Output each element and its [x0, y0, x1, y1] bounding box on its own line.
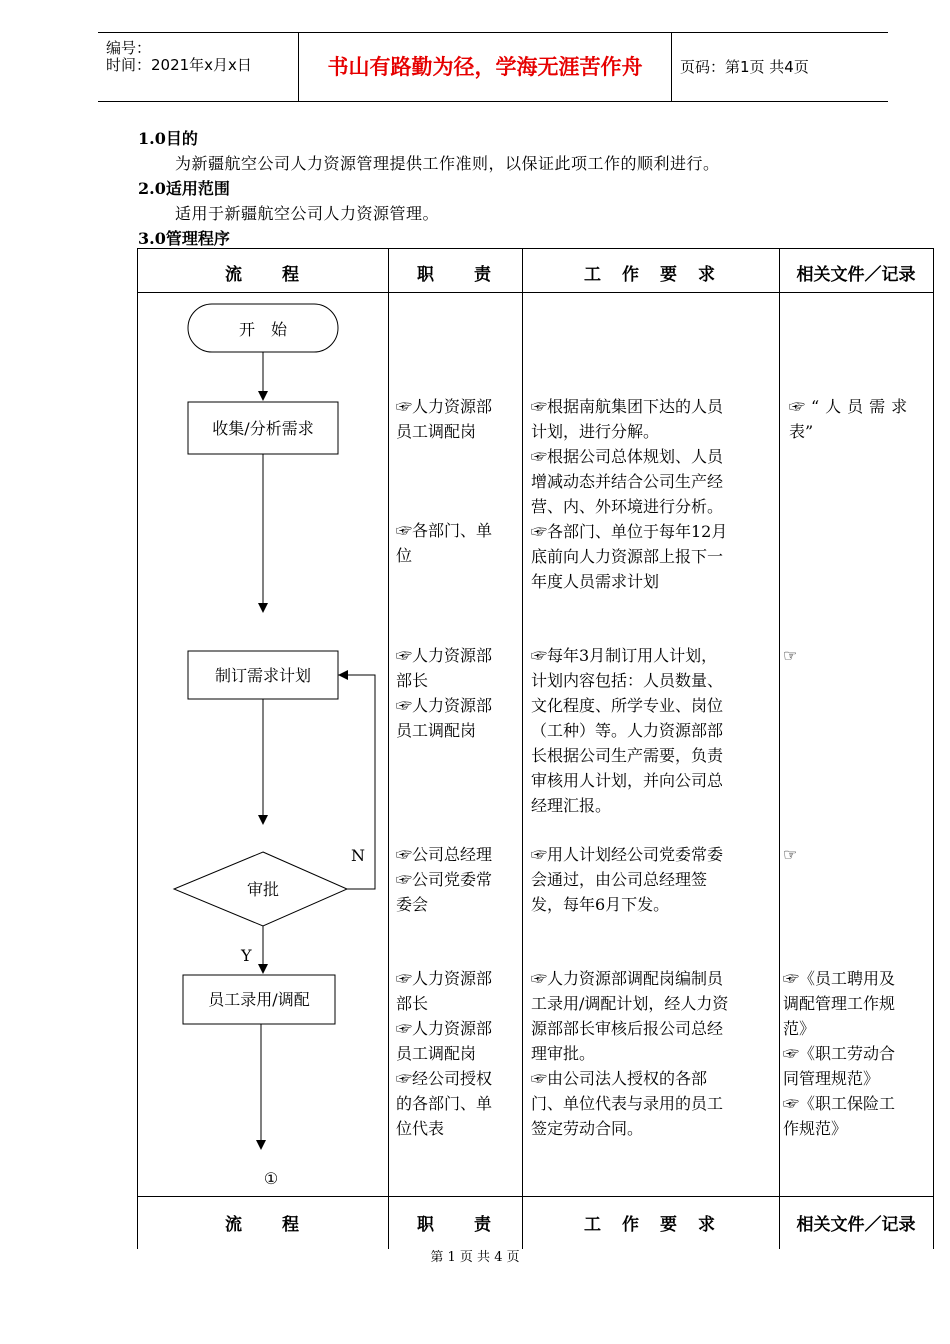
row4-duty-line: 位代表 [396, 1119, 445, 1138]
arrowhead [258, 603, 268, 613]
row1-req-line: 营、内、外环境进行分析。 [531, 497, 724, 516]
document-time-label: 时间：2021年x月x日 [106, 56, 252, 74]
row4-doc-line: 同管理规范》 [783, 1069, 880, 1088]
row3-documents [783, 842, 921, 867]
header-page-label: 页码：第1页 共4页 [680, 58, 809, 76]
row3-duty-line: ☞公司总经理 [396, 845, 493, 864]
flowchart [138, 249, 388, 1196]
row2-documents [783, 643, 921, 668]
row4-req-line: 工录用/调配计划，经人力资 [531, 994, 729, 1013]
row4-documents [783, 966, 927, 1141]
row1-req-line: 增减动态并结合公司生产经 [531, 472, 724, 491]
step-make-plan-label: 制订需求计划 [214, 666, 312, 685]
row4-doc-line: 作规范》 [783, 1119, 848, 1138]
table-column-divider [522, 249, 523, 1249]
header-motto: 书山有路勤为径，学海无涯苦作舟 [299, 33, 672, 101]
column-header-requirements: 工 作 要 求 [584, 265, 717, 285]
section-2-text: 适用于新疆航空公司人力资源管理。 [175, 204, 440, 223]
row2-req-line: 经理汇报。 [531, 796, 612, 815]
row2-req-line: ☞每年3月制订用人计划， [531, 646, 718, 665]
row1-duty-line: 员工调配岗 [396, 422, 477, 441]
row4-duty-line: ☞经公司授权 [396, 1069, 493, 1088]
row4-duty [396, 966, 516, 1141]
row1-req-line: ☞各部门、单位于每年12月 [531, 522, 728, 541]
arrowhead [258, 964, 268, 974]
table-row-divider [138, 1196, 933, 1197]
table-column-divider [779, 249, 780, 1249]
column-header-flow: 流 程 [225, 265, 301, 285]
step-hire-transfer-label: 员工录用/调配 [208, 990, 310, 1009]
section-2-title: 2.0适用范围 [138, 179, 230, 198]
row1-requirements [531, 394, 771, 594]
row1-duty-b-line: ☞各部门、单 [396, 521, 493, 540]
page-footer: 第 1 页 共 4 页 [430, 1250, 520, 1265]
row1-documents [789, 394, 927, 444]
column-header-documents-repeat: 相关文件／记录 [796, 1215, 916, 1235]
row2-requirements [531, 643, 771, 818]
row4-doc-line: 调配管理工作规 [783, 994, 896, 1013]
section-1-text: 为新疆航空公司人力资源管理提供工作准则，以保证此项工作的顺利进行。 [175, 154, 720, 173]
row4-doc-line: ☞《员工聘用及 [783, 969, 896, 988]
page-connector: ① [263, 1169, 279, 1188]
row4-duty-line: ☞人力资源部 [396, 1019, 493, 1038]
row2-duty-line: 员工调配岗 [396, 721, 477, 740]
row1-doc-line: ☞“人员需求 [789, 397, 914, 416]
row1-req-line: 底前向人力资源部上报下一 [531, 547, 724, 566]
row1-req-line: 年度人员需求计划 [531, 572, 660, 591]
column-header-duty-repeat: 职 责 [417, 1215, 493, 1235]
row1-doc-line: 表” [789, 422, 814, 441]
step-collect-analyze-label: 收集/分析需求 [212, 419, 314, 438]
column-header-duty: 职 责 [417, 265, 493, 285]
row3-doc-line: ☞ [783, 845, 798, 864]
row4-req-line: 签定劳动合同。 [531, 1119, 644, 1138]
row4-doc-line: ☞《职工劳动合 [783, 1044, 896, 1063]
row2-req-line: 计划内容包括：人员数量、 [531, 671, 724, 690]
row2-req-line: 文化程度、所学专业、岗位 [531, 696, 724, 715]
table-column-divider [388, 249, 389, 1249]
row1-req-line: ☞根据南航集团下达的人员 [531, 397, 724, 416]
yes-label: Y [241, 946, 252, 965]
row2-req-line: 长根据公司生产需要，负责 [531, 746, 724, 765]
row2-req-line: 审核用人计划，并向公司总 [531, 771, 724, 790]
row4-doc-line: 范》 [783, 1019, 816, 1038]
row1-req-line: ☞根据公司总体规划、人员 [531, 447, 724, 466]
row1-duty-b-line: 位 [396, 546, 413, 565]
row3-req-line: 会通过，由公司总经理签 [531, 870, 708, 889]
row2-doc-line: ☞ [783, 646, 798, 665]
row1-duty [396, 394, 516, 444]
row3-req-line: ☞用人计划经公司党委常委 [531, 845, 724, 864]
no-label: N [351, 846, 365, 865]
document-header [98, 32, 888, 102]
row2-duty-line: ☞人力资源部 [396, 646, 493, 665]
approval-decision-label: 审批 [246, 880, 280, 899]
row4-duty-line: 员工调配岗 [396, 1044, 477, 1063]
row1-duty-b [396, 518, 516, 568]
section-3-title: 3.0管理程序 [138, 229, 230, 248]
row4-doc-line: ☞《职工保险工 [783, 1094, 896, 1113]
start-label: 开 始 [238, 320, 288, 339]
row4-duty-line: ☞人力资源部 [396, 969, 493, 988]
row1-req-line: 计划，进行分解。 [531, 422, 660, 441]
row3-duty [396, 842, 516, 917]
column-header-requirements-repeat: 工 作 要 求 [584, 1215, 717, 1235]
row1-duty-line: ☞人力资源部 [396, 397, 493, 416]
arrowhead [258, 391, 268, 401]
row2-duty [396, 643, 516, 743]
row3-requirements [531, 842, 771, 917]
row2-duty-line: 部长 [396, 671, 429, 690]
header-meta-cell [98, 33, 299, 101]
row4-req-line: ☞人力资源部调配岗编制员 [531, 969, 724, 988]
row4-req-line: 理审批。 [531, 1044, 596, 1063]
row2-req-line: （工种）等。人力资源部部 [531, 721, 724, 740]
row4-req-line: 源部部长审核后报公司总经 [531, 1019, 724, 1038]
procedure-table [137, 248, 934, 1249]
row4-req-line: ☞由公司法人授权的各部 [531, 1069, 708, 1088]
arrowhead [258, 815, 268, 825]
document-number-label: 编号： [106, 39, 152, 57]
row4-req-line: 门、单位代表与录用的员工 [531, 1094, 724, 1113]
row3-req-line: 发，每年6月下发。 [531, 895, 670, 914]
row3-duty-line: 委会 [396, 895, 429, 914]
section-1-title: 1.0目的 [138, 129, 198, 148]
row4-requirements [531, 966, 771, 1141]
row3-duty-line: ☞公司党委常 [396, 870, 493, 889]
arrowhead [256, 1140, 266, 1150]
row4-duty-line: 的各部门、单 [396, 1094, 493, 1113]
column-header-documents: 相关文件／记录 [796, 265, 916, 285]
row4-duty-line: 部长 [396, 994, 429, 1013]
column-header-flow-repeat: 流 程 [225, 1215, 301, 1235]
row2-duty-line: ☞人力资源部 [396, 696, 493, 715]
arrowhead [338, 670, 348, 680]
